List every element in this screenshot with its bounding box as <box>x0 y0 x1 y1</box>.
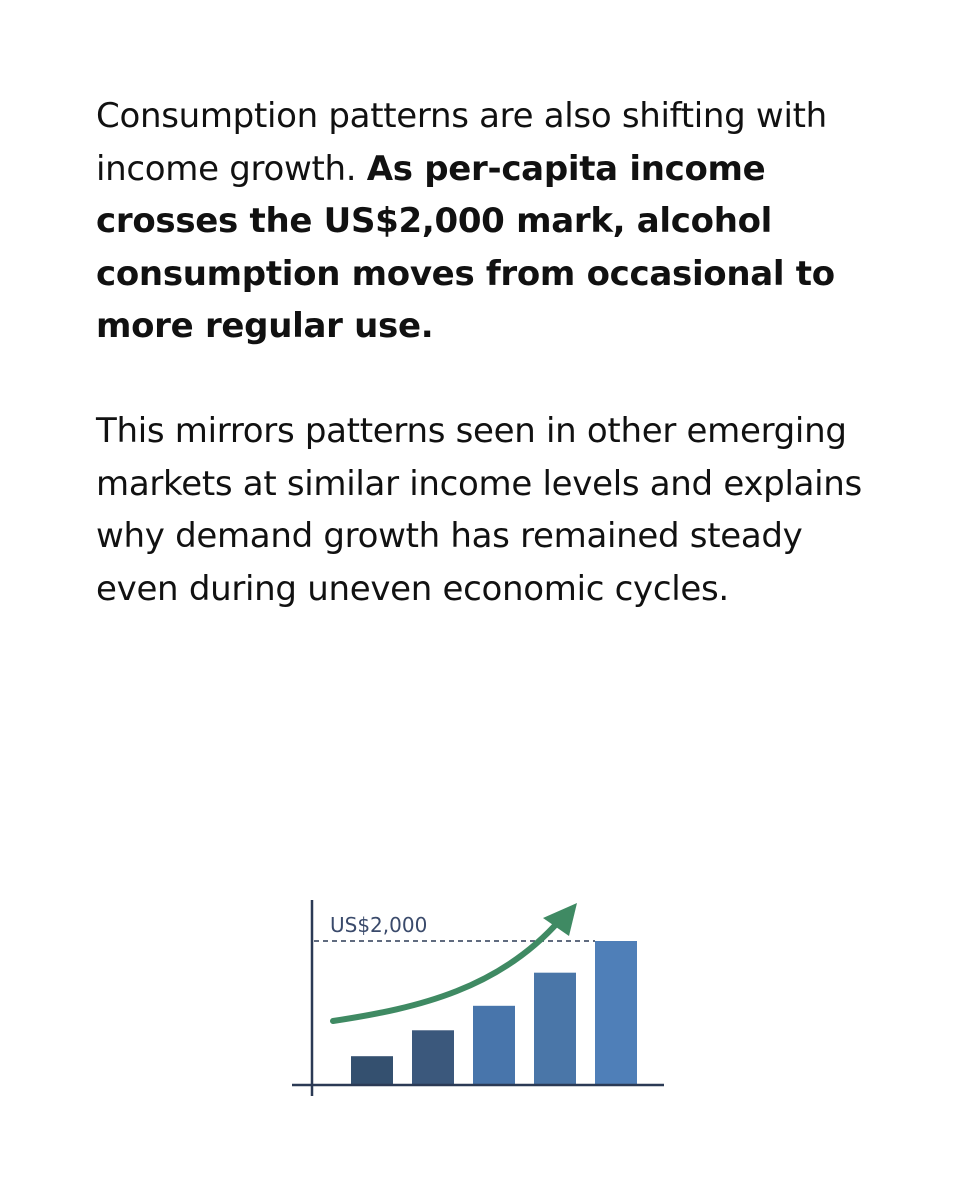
bars-group <box>351 941 637 1085</box>
income-growth-chart <box>0 880 960 1120</box>
bar-5 <box>595 941 637 1085</box>
bar-1 <box>351 1056 393 1085</box>
paragraph-lead: Consumption patterns are also shifting with income growth. <box>96 96 827 189</box>
threshold-label: US$2,000 <box>330 913 428 937</box>
bar-3 <box>473 1006 515 1085</box>
paragraph-emerging-markets: This mirrors patterns seen in other emerging markets at similar income levels and explains why demand growth has remained steady even during uneven economic cycles. <box>96 411 862 609</box>
paragraph-income-shift <box>96 90 876 353</box>
bar-2 <box>412 1030 454 1085</box>
bar-4 <box>534 973 576 1085</box>
paragraph-emphasis: As per-capita income crosses the US$2,000 mark, alcohol consumption moves from occasional to more regular use. <box>96 148 835 346</box>
